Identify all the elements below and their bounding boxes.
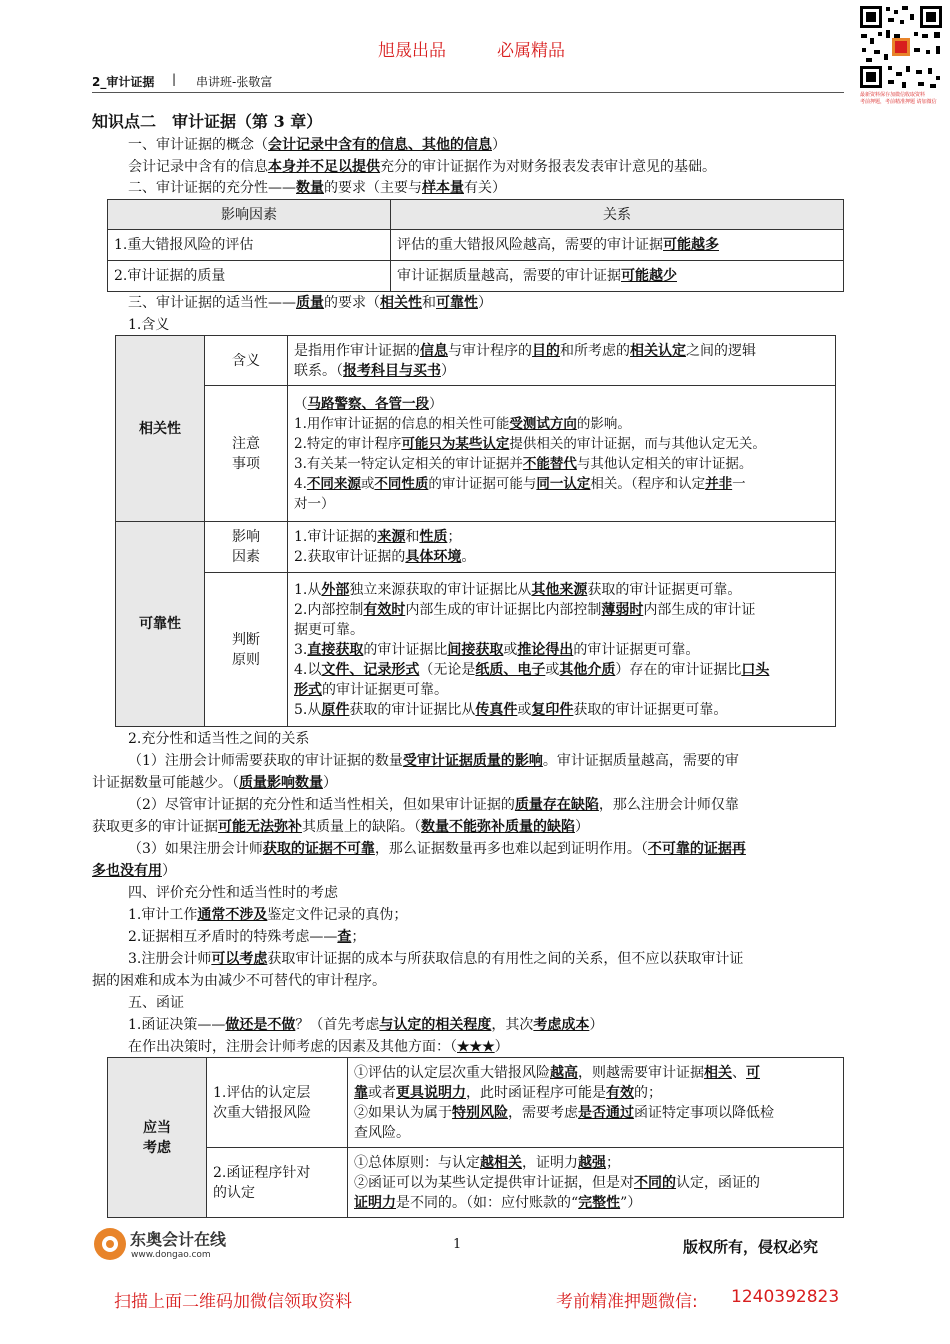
footer-page-number: 1	[453, 1237, 462, 1252]
t2-judge-label: 判断 原则	[205, 573, 288, 727]
s1-heading: 一、审计证据的概念（会计记录中含有的信息、其他的信息）	[128, 137, 506, 153]
s5-l3-cont: 据的困难和成本为由减少不可替代的审计程序。	[92, 973, 386, 989]
bottom-right-number: 1240392823	[731, 1287, 840, 1307]
footer-logo-text: 东奥会计在线	[130, 1230, 227, 1249]
header-course: 2_审计证据	[92, 75, 155, 89]
t2-notes-label: 注意 事项	[205, 386, 288, 522]
s4-p3: （3）如果注册会计师获取的证据不可靠，那么证据数量再多也难以起到证明作用。（不可靠的证据再	[128, 841, 746, 857]
t3-r2: ①总体原则：与认定越相关，证明力越强； ②函证可以为某些认定提供审计证据，但是对不同的认定，函证的 证明力是不同的。（如：应付账款的“完整性”）	[348, 1148, 844, 1218]
banner-right: 必属精品	[497, 41, 565, 61]
t2-influence: 1.审计证据的来源和性质； 2.获取审计证据的具体环境。	[288, 522, 836, 573]
table1-header-factor: 影响因素	[108, 200, 391, 230]
bottom-left-text: 扫描上面二维码加微信领取资料	[114, 1292, 352, 1312]
s5-l3: 3.注册会计师可以考虑获取审计证据的成本与所获取信息的有用性之间的关系，但不应以获取审计证	[128, 951, 744, 967]
table1-factor-2: 2.审计证据的质量	[108, 261, 391, 292]
banner-left: 旭晟出品	[378, 41, 446, 61]
table-row	[108, 261, 844, 292]
footer-copyright: 版权所有，侵权必究	[683, 1238, 819, 1256]
t2-relevance-label: 相关性	[116, 336, 205, 522]
s4-p3-cont: 多也没有用）	[92, 863, 176, 879]
page-title: 知识点二 审计证据（第 3 章）	[92, 112, 323, 131]
table-confirmation	[107, 1057, 844, 1218]
t2-reliability-label: 可靠性	[116, 522, 205, 727]
s6-l2: 在作出决策时，注册会计师考虑的因素及其他方面：（★★★）	[128, 1039, 509, 1055]
s4-p1: （1）注册会计师需要获取的审计证据的数量受审计证据质量的影响。审计证据质量越高，需要的审	[128, 753, 739, 769]
s6-l1: 1.函证决策——做还是不做？（首先考虑与认定的相关程度，其次考虑成本）	[128, 1017, 604, 1033]
t2-influence-label: 影响 因素	[205, 522, 288, 573]
s5-l2: 2.证据相互矛盾时的特殊考虑——查；	[128, 929, 366, 945]
header-rule	[92, 92, 844, 93]
s4-p2-cont: 获取更多的审计证据可能无法弥补其质量上的缺陷。（数量不能弥补质量的缺陷）	[92, 819, 589, 835]
table1-header-relation: 关系	[391, 200, 844, 230]
s4-heading: 2.充分性和适当性之间的关系	[128, 731, 310, 747]
bottom-right-label: 考前精准押题微信:	[556, 1292, 698, 1312]
s5-l1: 1.审计工作通常不涉及鉴定文件记录的真伪；	[128, 907, 408, 923]
qr-caption-2: 考前押题，考前精准押题 请加微信	[860, 99, 937, 105]
s6-heading: 五、函证	[128, 995, 184, 1011]
t3-r1-label: 1.评估的认定层 次重大错报风险	[207, 1058, 348, 1148]
qr-code-icon	[858, 4, 944, 90]
t2-meaning: 是指用作审计证据的信息与审计程序的目的和所考虑的相关认定之间的逻辑 联系。（报考科目与买书）	[288, 336, 836, 386]
t2-notes: （马路警察、各管一段） 1.用作审计证据的信息的相关性可能受测试方向的影响。 2.特定的审计程序可能只为某些认定提供相关的审计证据，而与其他认定无关。 3.有关某一特定认定相关的审计证据并不能替代与其他认定相关的审计证据。 4.不同来源或不同性质的审计证据可能与同一认定相关。（程序和认定并非一 对一）	[288, 386, 836, 522]
table-appropriateness	[115, 335, 836, 727]
s2-heading: 二、审计证据的充分性——数量的要求（主要与样本量有关）	[128, 180, 506, 196]
s4-p1-cont: 计证据数量可能越少。（质量影响数量）	[92, 775, 337, 791]
table1-factor-1: 1.重大错报风险的评估	[108, 230, 391, 261]
s3-heading: 三、审计证据的适当性——质量的要求（相关性和可靠性）	[128, 295, 492, 311]
t3-label: 应当 考虑	[108, 1058, 207, 1218]
table-row	[108, 230, 844, 261]
t3-r1: ①评估的认定层次重大错报风险越高，则越需要审计证据相关、可 靠或者更具说明力，此时函证程序可能是有效的； ②如果认为属于特别风险，需要考虑是否通过函证特定事项以降低检 查风险。	[348, 1058, 844, 1148]
t2-meaning-label: 含义	[205, 336, 288, 386]
footer-logo-url: www.dongao.com	[131, 1250, 211, 1260]
s3-sub: 1.含义	[128, 317, 170, 333]
t2-judge: 1.从外部独立来源获取的审计证据比从其他来源获取的审计证据更可靠。 2.内部控制有效时内部生成的审计证据比内部控制薄弱时内部生成的审计证 据更可靠。 3.直接获取的审计证据比间接获取或推论得出的审计证据更可靠。 4.以文件、记录形式（无论是纸质、电子或其他介质）存在的审计证据比口头 形式的审计证据更可靠。 5.从原件获取的审计证据比从传真件或复印件获取的审计证据更可靠。	[288, 573, 836, 727]
s4-p2: （2）尽管审计证据的充分性和适当性相关，但如果审计证据的质量存在缺陷，那么注册会计师仅靠	[128, 797, 739, 813]
s5-heading: 四、评价充分性和适当性时的考虑	[128, 885, 338, 901]
qr-caption-1: 最新资料保存加微信收取资料	[860, 92, 926, 98]
table-sufficiency	[107, 199, 844, 292]
qr-code-image	[858, 4, 944, 90]
dongao-logo-icon	[92, 1226, 128, 1262]
header-sep: |	[172, 72, 177, 86]
table1-relation-1: 评估的重大错报风险越高，需要的审计证据可能越多	[391, 230, 844, 261]
table1-relation-2: 审计证据质量越高，需要的审计证据可能越少	[391, 261, 844, 292]
s1-line: 会计记录中含有的信息本身并不足以提供充分的审计证据作为对财务报表发表审计意见的基础。	[128, 159, 716, 175]
t3-r2-label: 2.函证程序针对 的认定	[207, 1148, 348, 1218]
header-lecture: 串讲班-张敬富	[196, 75, 273, 89]
